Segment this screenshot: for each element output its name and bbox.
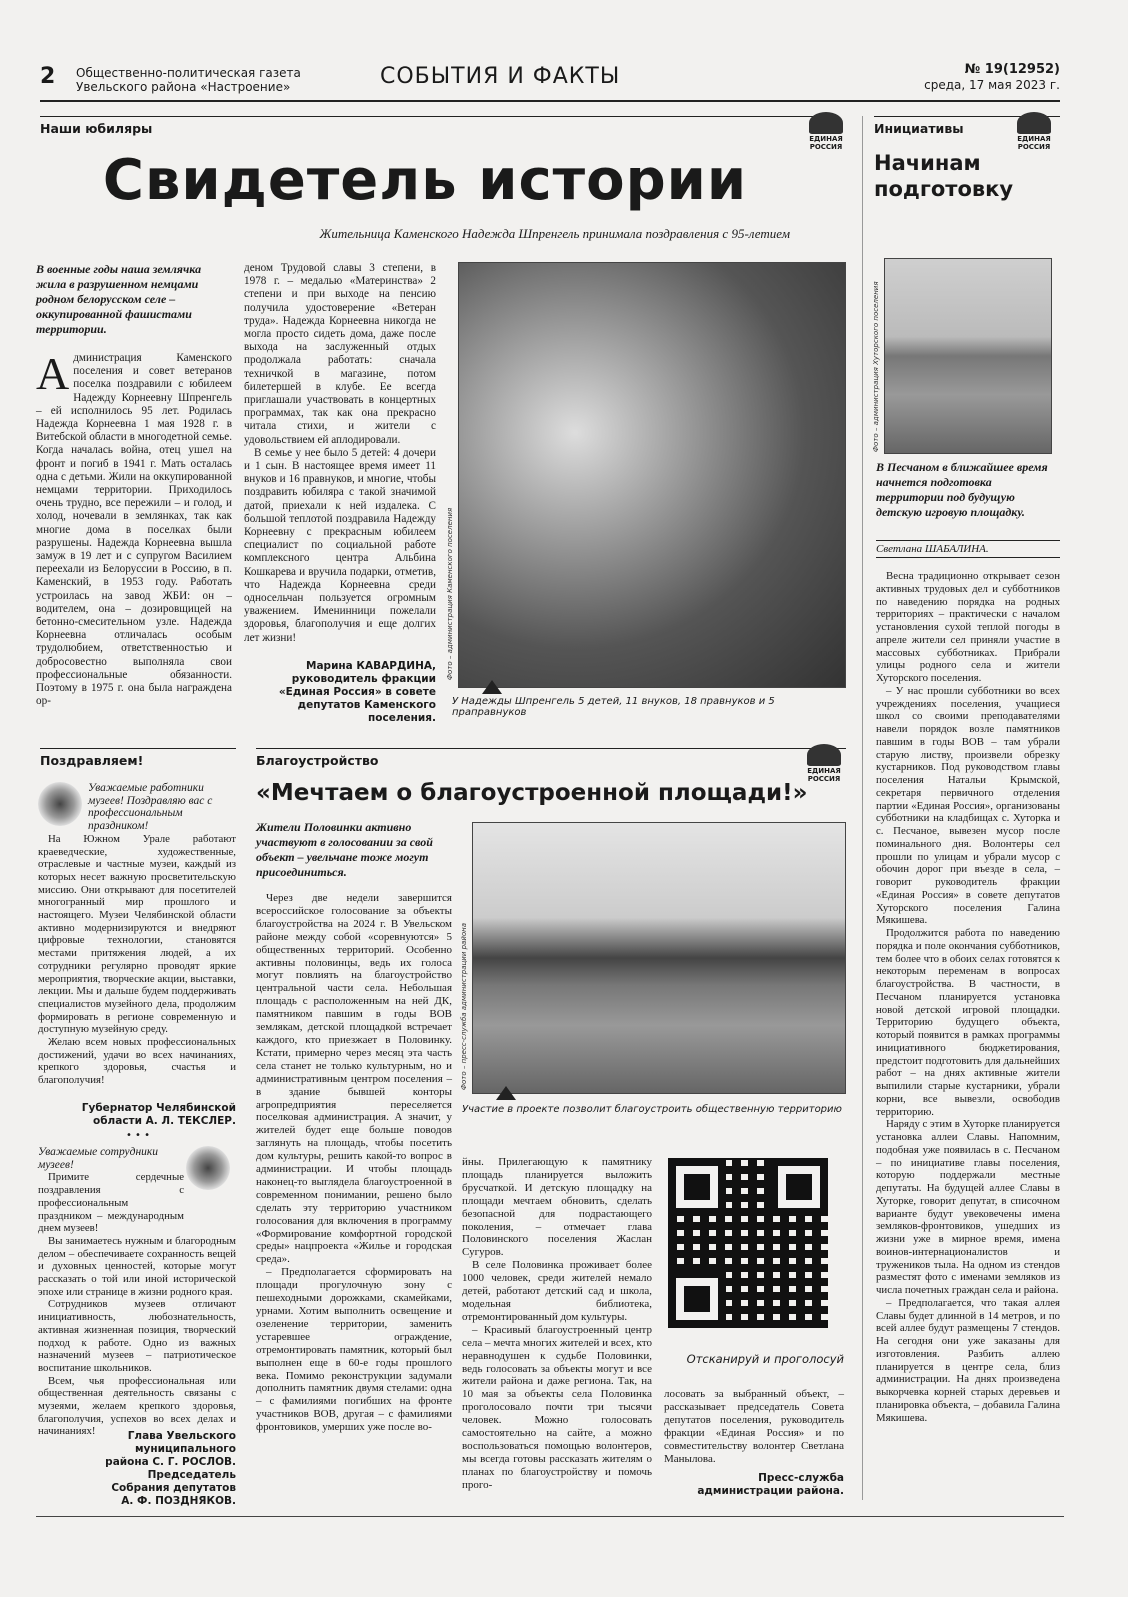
improvement-colA-para2: – Предполагается сформировать на площади прогулочную зону с пешеходными дорожками, скамейками, урнами. Хотим выполнить освещение и озеленение территории, заменить устаревшее ограждение, отремонтировать памятник, который был выполнен еще в 60-е годы прошлого века. Помимо реконструкции задумали дополнить памятник двумя стелами: одна – с фамилиями погибших на фронте участников ВОВ, другая – с фамилиями фронтовиков, умерших уже после во- <box>256 1266 452 1434</box>
improvement-photo <box>472 822 846 1094</box>
section-title: СОБЫТИЯ И ФАКТЫ <box>380 64 621 89</box>
congrats-text2b: Вы занимаетесь нужным и благородным делом – обеспечиваете сохранность вещей и духовных ценностей, которые могут рассказать о той или иной исторической эпохе или странице в жизни родного края. <box>38 1234 236 1298</box>
initiatives-para4: Наряду с этим в Хуторке планируется установка аллеи Славы. Напомним, подобная уже появилась в с. Песчаном – по инициативе главы поселения, которую поддержали местные депутаты. На будущей аллее Славы в Хуторке, говорит депутат, в списочном варианте будут увековечены имена земляков-фронтовиков, ушедших из жизни уже в мирное время, имена воинов-интернационалистов и тружеников тыла. На одном из стендов разместят фото с именами земляков из числа почетных граждан села и района. <box>876 1118 1061 1296</box>
improvement-signature: Пресс-служба администрации района. <box>697 1472 844 1497</box>
jubilee-signature: Марина КАВАРДИНА, руководитель фракции «Единая Россия» в совете депутатов Каменского поселения. <box>278 660 436 724</box>
initiatives-lead: В Песчаном в ближайшее время начнется подготовка территории под будущую детскую игровую площадку. <box>876 460 1048 519</box>
jubilee-photo-caption: У Надежды Шпренгель 5 детей, 11 внуков, 18 правнуков и 5 праправнуков <box>452 696 775 718</box>
improvement-colA <box>256 892 452 1434</box>
jubilee-photo <box>458 262 846 688</box>
congrats-body2 <box>38 1146 236 1438</box>
bear-icon <box>807 744 841 766</box>
article-title: Свидетель истории <box>102 148 748 213</box>
initiatives-para5: – Предполагается, что такая аллея Славы будет длинной в 14 метров, и по всей аллее будут размещены 7 стендов. На сегодня они уже заказаны для изготовления. Разбить аллею планируется в центре села, близ администрации. На днях произведена выкорчевка корней старых деревьев и планировка объекта, – добавила Галина Мякишева. <box>876 1296 1060 1424</box>
improvement-photo-credit: Фото – пресс-служба администрации района <box>460 922 468 1090</box>
congrats-text2: Примите сердечные поздравления с профессиональным праздником – международным днем музеев! <box>38 1171 184 1235</box>
issue-number: № 19(12952) <box>964 62 1060 77</box>
qr-finder-tl <box>668 1158 726 1216</box>
rubric-jubilee: Наши юбиляры <box>40 116 820 136</box>
congrats-sign2: Глава Увельского муниципального района С. Г. РОСЛОВ. Председатель Собрания депутатов А. Ф. ПОЗДНЯКОВ. <box>105 1430 236 1507</box>
qr-finder-bl <box>668 1270 726 1328</box>
improvement-colB-para3: – Красивый благоустроенный центр села – мечта многих жителей и всех, кто неравнодушен к судьбе Половинки, ведь голосовать за объекты могут и все жители района и даже региона. Так, на 10 мая за объекты села Половинка проголосовало почти три тысячи человек. Можно голосовать самостоятельно на сайте, а можно воспользоваться помощью волонтеров, мы всегда готовы рассказать жителям о планах по благоустройству и помочь прого- <box>462 1323 653 1491</box>
column-divider <box>862 116 863 1500</box>
improvement-colC <box>664 1388 844 1465</box>
caption-arrow-icon <box>482 680 502 694</box>
jubilee-col2-para1: деном Трудовой славы 3 степени, в 1978 г. – медалью «Материнства» 2 степени и при выходе на пенсию получила удостоверение «Ветеран труда». Надежда Корнеевна никогда не могла просто сидеть дома, даже после выхода на заслуженный отдых продолжала работать: сначала техничкой в магазине, потом билетершей в клубе. Ее всегда приглашали участвовать в концертных программах, так как она прекрасно читала стихи, и жители с удовольствием ей аплодировали. <box>244 262 436 446</box>
improvement-lead: Жители Половинки активно участвуют в голосовании за свой объект – увельчане тоже могут присоединиться. <box>256 820 433 879</box>
qr-finder-tr <box>770 1158 828 1216</box>
qr-caption: Отсканируй и проголосуй <box>686 1352 844 1366</box>
qr-code[interactable] <box>668 1158 828 1328</box>
congrats-text2c: Сотрудников музеев отличают инициативность, любознательность, активная жизненная позиция, творческий подход к работе. Одно из важных назначений музеев – патриотическое воспитание школьников. <box>38 1298 236 1374</box>
issue-date: среда, 17 мая 2023 г. <box>924 78 1060 92</box>
congrats-greeting1: Уважаемые работники музеев! Поздравляю вас с профессиональным праздником! <box>88 782 213 833</box>
jubilee-lead: В военные годы наша землячка жила в разрушенном немцами родном белорусском селе – оккупированной фашистами территории. <box>36 262 202 336</box>
initiatives-body <box>876 570 1060 1424</box>
bear-icon <box>809 112 843 134</box>
initiatives-photo <box>884 258 1052 454</box>
improvement-colA-para1: Через две недели завершится всероссийское голосование за объекты благоустройства на 2024 г. В Увельском районе между собой «соревнуются» 5 общественных территорий. Особенно активны половинцы, ведь их голоса могут повлиять на благоустройство центральной части села. Небольшая площадь с расположенным на ней ДК, памятником павшим в годы ВОВ землякам, детской площадкой встречает каждого, кто приезжает в Половинку. Кстати, примерно через месяц эта часть села станет не только культурным, но и административным центром поселения – в здание бывшей конторы агропредприятия переселяется поселковая администрация. А значит, у жителей будет еще больше поводов заглянуть на площадь, чтобы посетить дом культуры, решить какой-то вопрос в администрации. И чтобы площадь наконец-то выглядела благоустроенной в современном понимании, решено было сделать эту территорию участником голосования для включения в программу «Формирование комфортной городской среды» нацпроекта «Жилье и городская среда». <box>256 892 452 1266</box>
paper-name: Общественно-политическая газета Увельского района «Настроение» <box>76 66 301 94</box>
page-header <box>40 60 1060 102</box>
jubilee-col1 <box>36 348 232 708</box>
improvement-photo-caption: Участие в проекте позволит благоустроить общественную территорию <box>462 1104 842 1115</box>
improvement-colC-para1: лосовать за выбранный объект, – рассказывает председатель Совета депутатов поселения, руководитель фракции «Единая Россия» и по совместительству волонтер Светлана Манылова. <box>664 1388 844 1465</box>
united-russia-logo-3: ЕДИНАЯ РОССИЯ <box>798 744 850 790</box>
congrats-sign1: Губернатор Челябинской области А. Л. ТЕКСЛЕР. <box>81 1102 236 1127</box>
congrats-text1: На Южном Урале работают краеведческие, художественные, отраслевые и частные музеи, каждый из которых несет важную просветительскую миссию. Они открывают для посетителей многогранный мир прошлого и настоящего. Музеи Челябинской области активно модернизируются и внедряют цифровые технологии, становятся местами притяжения людей, а их сотрудники регулярно проводят яркие мероприятия, творческие акции, выставки, лекции. Мы и дальше будем поддерживать специалистов музейного дела, продолжим формировать в регионе современную и доступную музейную среду. <box>38 832 236 1036</box>
united-russia-logo-2: ЕДИНАЯ РОССИЯ <box>1008 112 1060 158</box>
congrats-body1 <box>38 782 236 1087</box>
initiatives-para3: Продолжится работа по наведению порядка и поле окончания субботников, тем более что в обоих селах готовятся к некоторым переменам в вопросах благоустройства. В частности, в Песчаном планируется установка новой детской игровой площадки. Территорию будущего объекта, который появится в рамках программы инициативного бюджетирования, предстоит подготовить для дальнейших работ – на днях активные жители выпилили старые кустарники, убрали корни, все вывезли, освободив территорию. <box>876 927 1060 1118</box>
article-subtitle: Жительница Каменского Надежда Шпренгель принимала поздравления с 95-летием <box>319 226 790 241</box>
initiatives-para1: Весна традиционно открывает сезон активных трудовых дел и субботников по наведению порядка на родных территориях – практически с началом установления сухой теплой погоды в апреле жители сел приняли участие в массовых субботниках. Прибрали улицы родного села и жители Хуторского поселения. <box>876 570 1060 684</box>
jubilee-col2 <box>244 262 436 645</box>
dropcap: А <box>36 348 70 399</box>
page-number: 2 <box>40 64 56 89</box>
initiatives-title: Начинам подготовку <box>874 151 1014 201</box>
initiatives-author: Светлана ШАБАЛИНА. <box>876 540 1060 558</box>
rubric-improvement: Благоустройство <box>256 748 846 768</box>
bear-icon <box>1017 112 1051 134</box>
congrats-text2d: Всем, чья профессиональная или общественная деятельность связаны с музеями, желаем крепкого здоровья, благополучия, успехов во всех делах и начинаниях! <box>38 1374 236 1438</box>
congrats-greeting2: Уважаемые сотрудники музеев! <box>38 1146 159 1171</box>
jubilee-photo-credit: Фото – администрация Каменского поселения <box>446 507 454 680</box>
improvement-colB-para1: йны. Прилегающую к памятнику площадь планируется выложить брусчаткой. И детскую площадку на площади мечтаем обновить, сделать безопасной для подрастающего поколения, – отмечает глава Половинского поселения Жаслан Сугуров. <box>462 1156 652 1259</box>
jubilee-col1-text: дминистрация Каменского поселения и совет ветеранов поселка поздравили с юбилеем Надежду Корнеевну Шпренгель – ей исполнилось 95 лет. Родилась Надежда Корнеевна 1 мая 1928 г. в Витебской области в многодетной семье. Когда началась война, отец ушел на фронт и погиб в 1941 г. Мать осталась одна с детьми. Жили на оккупированной немцами территории. Приходилось очень трудно, все пережили – и голод, и холод, ночевали в землянках, так как многие дома в поселках были разрушены. Надежда Корнеевна вышла замуж в 19 лет и с супругом Василием переехали из Белоруссии в Россию, в п. Каменский, в 1953 году. Работать устроилась на завод ЖБИ: он – водителем, она – дозировщицей на бетонно-смесительном узле. Надежда Корнеевна отличалась особым трудолюбием, ответственностью и добросовестно выполняла свои профессиональные обязанности. Поэтому в 1975 г. она была награждена ор- <box>36 352 232 708</box>
congrats-dots: • • • <box>125 1130 151 1141</box>
caption-arrow-icon-2 <box>496 1086 516 1100</box>
rubric-initiatives: Инициативы <box>874 116 1060 136</box>
united-russia-logo: ЕДИНАЯ РОССИЯ <box>800 112 852 158</box>
initiatives-photo-credit: Фото – администрация Хуторского поселения <box>872 281 880 452</box>
jubilee-col2-para2: В семье у нее было 5 детей: 4 дочери и 1 сын. В настоящее время имеет 11 внуков и 16 правнуков, и многие, чтобы поздравить юбиляра с такой значимой датой, приехали к ней издалека. С большой теплотой поздравила Надежду Корнеевну с прекрасным юбилеем специалист по социальной работе комплексного центра Альбина Кошкарева и вручила подарки, отметив, что Надежда Корнеевна среди односельчан пользуется огромным уважением. Именинници пожелали здоровья, благополучия и еще долгих лет жизни! <box>244 446 436 644</box>
footer-rule <box>36 1516 1064 1517</box>
rubric-congrats: Поздравляем! <box>40 748 236 768</box>
improvement-title: «Мечтаем о благоустроенной площади!» <box>256 780 808 806</box>
improvement-colB <box>462 1156 652 1492</box>
improvement-colB-para2: В селе Половинка проживает более 1000 человек, среди жителей немало детей, работают детский сад и школа, модельная библиотека, отремонтированный дом культуры. <box>462 1259 652 1323</box>
initiatives-para2: – У нас прошли субботники во всех учреждениях поселения, учащиеся школ со своими преподавателями навели порядок возле памятников павшим в годы ВОВ – там убрали старую листву, произвели обрезку кустарников. Под руководством главы поселения Натальи Крымской, секретаря первичного отделения партии «Единая Россия», организованы субботники на кладбищах с. Хуторка и с. Песчаное, вывезен мусор после поминального дня. Волонтеры сел прошли по улицам и убрали мусор с обочин дорог при въезде в села, – говорит руководитель фракции «Единая Россия» в совете депутатов Хуторского поселения Галина Мякишева. <box>876 684 1060 927</box>
congrats-text1b: Желаю всем новых профессиональных достижений, удачи во всех начинаниях, крепкого здоровья, счастья и благополучия! <box>38 1036 236 1087</box>
